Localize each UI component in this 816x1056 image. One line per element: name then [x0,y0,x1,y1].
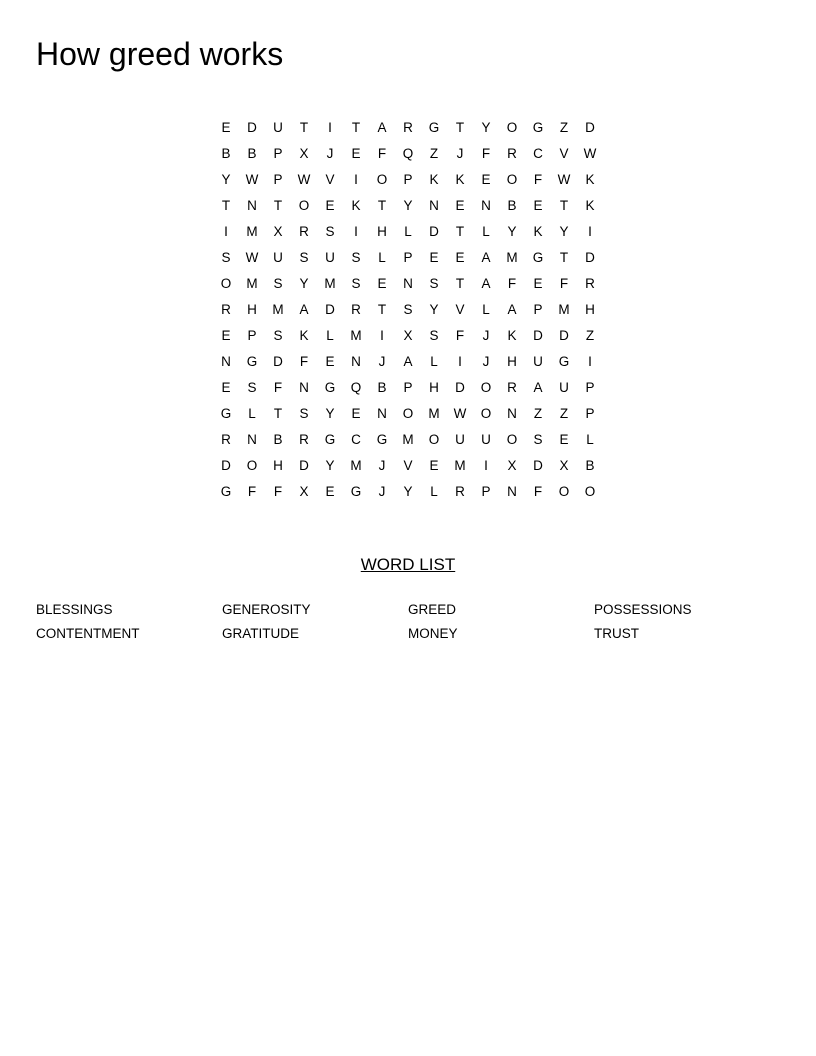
grid-letter: R [507,380,517,395]
grid-row [213,479,603,505]
grid-letter: T [559,250,569,265]
grid-letter: R [351,302,361,317]
grid-letter: T [221,198,231,213]
grid-row [213,193,603,219]
grid-letter: X [403,328,413,343]
grid-letter: M [558,302,570,317]
grid-letter: S [351,276,361,291]
grid-letter: K [585,198,595,213]
grid-letter: Y [429,302,439,317]
word-list-item: POSSESSIONS [594,602,692,617]
word-search-grid [213,115,603,505]
grid-letter: H [429,380,439,395]
word-list-item: BLESSINGS [36,602,113,617]
grid-letter: O [428,432,440,447]
grid-letter: H [585,302,595,317]
grid-letter: G [558,354,570,369]
grid-letter: L [482,224,490,239]
grid-letter: T [273,406,283,421]
grid-letter: B [377,380,387,395]
grid-letter: Z [559,120,569,135]
grid-letter: Z [585,328,595,343]
word-list-item: CONTENTMENT [36,626,140,641]
grid-letter: B [507,198,517,213]
grid-letter: R [221,432,231,447]
grid-letter: P [273,146,283,161]
grid-letter: K [455,172,465,187]
grid-letter: D [585,120,595,135]
grid-letter: E [455,198,465,213]
grid-letter: D [247,120,257,135]
grid-letter: E [481,172,491,187]
grid-letter: U [559,380,569,395]
grid-letter: S [273,276,283,291]
grid-letter: K [585,172,595,187]
grid-letter: A [403,354,413,369]
grid-letter: T [377,198,387,213]
grid-letter: V [325,172,335,187]
grid-letter: I [588,224,592,239]
grid-letter: U [455,432,465,447]
grid-letter: A [299,302,309,317]
grid-letter: X [299,484,309,499]
grid-row [213,271,603,297]
grid-letter: I [354,224,358,239]
grid-letter: J [378,484,386,499]
grid-letter: I [224,224,228,239]
grid-letter: K [429,172,439,187]
grid-letter: O [376,172,388,187]
grid-letter: O [584,484,596,499]
word-list [36,600,780,648]
grid-letter: H [507,354,517,369]
grid-letter: S [221,250,231,265]
grid-row [213,453,603,479]
grid-letter: F [273,484,283,499]
grid-letter: O [402,406,414,421]
word-list-item: TRUST [594,626,639,641]
grid-letter: A [533,380,543,395]
grid-letter: G [532,250,544,265]
grid-letter: R [507,146,517,161]
grid-letter: N [247,432,257,447]
grid-letter: I [380,328,384,343]
grid-letter: S [403,302,413,317]
grid-letter: L [430,354,438,369]
grid-letter: E [559,432,569,447]
grid-letter: D [585,250,595,265]
grid-letter: I [458,354,462,369]
grid-letter: O [506,120,518,135]
grid-letter: T [455,224,465,239]
grid-letter: C [351,432,361,447]
grid-letter: T [299,120,309,135]
grid-letter: D [559,328,569,343]
grid-letter: D [455,380,465,395]
grid-letter: E [455,250,465,265]
grid-letter: E [325,354,335,369]
grid-letter: O [246,458,258,473]
grid-letter: O [480,406,492,421]
word-list-item: GRATITUDE [222,626,299,641]
grid-letter: D [533,328,543,343]
grid-letter: D [299,458,309,473]
grid-letter: B [247,146,257,161]
grid-letter: Y [325,406,335,421]
grid-letter: S [429,328,439,343]
grid-letter: P [585,380,595,395]
grid-letter: X [273,224,283,239]
grid-letter: R [403,120,413,135]
grid-letter: R [299,224,309,239]
grid-letter: I [354,172,358,187]
grid-letter: Q [402,146,414,161]
grid-letter: E [351,406,361,421]
grid-letter: V [455,302,465,317]
grid-letter: U [533,354,543,369]
grid-row [213,141,603,167]
grid-letter: M [246,224,258,239]
grid-letter: V [559,146,569,161]
grid-letter: E [325,198,335,213]
grid-letter: T [377,302,387,317]
grid-letter: Z [533,406,543,421]
grid-letter: R [455,484,465,499]
grid-row [213,245,603,271]
grid-letter: Z [559,406,569,421]
grid-letter: F [247,484,257,499]
grid-letter: S [247,380,257,395]
grid-letter: A [481,276,491,291]
grid-letter: F [533,172,543,187]
grid-letter: U [481,432,491,447]
grid-row [213,349,603,375]
grid-letter: P [533,302,543,317]
grid-letter: E [351,146,361,161]
grid-letter: O [506,172,518,187]
grid-letter: X [299,146,309,161]
word-list-item: GREED [408,602,457,617]
grid-letter: O [558,484,570,499]
page-title: How greed works [36,36,284,72]
grid-letter: G [428,120,440,135]
grid-letter: L [378,250,386,265]
word-list-item: GENEROSITY [222,602,311,617]
grid-letter: L [404,224,412,239]
grid-letter: N [429,198,439,213]
grid-letter: S [533,432,543,447]
grid-letter: W [583,146,597,161]
grid-letter: W [245,250,259,265]
grid-letter: L [586,432,594,447]
grid-letter: P [273,172,283,187]
grid-row [213,219,603,245]
grid-letter: H [273,458,283,473]
grid-letter: Q [350,380,362,395]
grid-letter: J [326,146,334,161]
grid-letter: T [455,276,465,291]
grid-letter: N [351,354,361,369]
grid-letter: N [507,484,517,499]
grid-letter: X [507,458,517,473]
grid-letter: T [455,120,465,135]
grid-letter: S [429,276,439,291]
grid-letter: M [272,302,284,317]
grid-letter: O [506,432,518,447]
grid-letter: G [324,432,336,447]
grid-letter: D [533,458,543,473]
grid-letter: E [533,198,543,213]
grid-letter: N [507,406,517,421]
grid-letter: H [247,302,257,317]
grid-letter: D [273,354,283,369]
grid-letter: R [221,302,231,317]
grid-letter: F [559,276,569,291]
grid-letter: E [221,328,231,343]
grid-letter: L [326,328,334,343]
grid-letter: Y [325,458,335,473]
grid-letter: N [403,276,413,291]
grid-row [213,401,603,427]
grid-letter: O [220,276,232,291]
grid-letter: P [247,328,257,343]
grid-letter: G [350,484,362,499]
grid-letter: Y [221,172,231,187]
grid-letter: E [429,250,439,265]
word-list-item: MONEY [408,626,458,641]
grid-letter: M [428,406,440,421]
grid-letter: E [429,458,439,473]
grid-letter: G [532,120,544,135]
grid-letter: W [245,172,259,187]
grid-letter: T [559,198,569,213]
grid-letter: Y [559,224,569,239]
grid-letter: A [377,120,387,135]
grid-letter: P [403,172,413,187]
grid-letter: J [378,458,386,473]
grid-letter: E [221,380,231,395]
grid-letter: W [297,172,311,187]
grid-letter: Y [403,484,413,499]
grid-letter: F [507,276,517,291]
grid-letter: D [325,302,335,317]
grid-letter: N [299,380,309,395]
grid-letter: I [328,120,332,135]
grid-letter: U [325,250,335,265]
grid-letter: U [273,120,283,135]
grid-row [213,297,603,323]
word-list-heading: WORD LIST [360,555,456,574]
grid-letter: P [403,250,413,265]
grid-letter: E [377,276,387,291]
grid-letter: O [480,380,492,395]
grid-row [213,167,603,193]
grid-letter: M [454,458,466,473]
grid-letter: Z [429,146,439,161]
grid-letter: C [533,146,543,161]
grid-letter: N [221,354,231,369]
grid-letter: B [273,432,283,447]
grid-letter: W [453,406,467,421]
grid-letter: M [350,458,362,473]
grid-letter: Y [481,120,491,135]
grid-letter: K [299,328,309,343]
grid-row [213,375,603,401]
grid-letter: B [221,146,231,161]
grid-letter: N [481,198,491,213]
grid-letter: E [221,120,231,135]
grid-letter: H [377,224,387,239]
grid-letter: D [221,458,231,473]
grid-letter: E [325,484,335,499]
grid-letter: F [273,380,283,395]
grid-letter: G [220,484,232,499]
grid-letter: P [481,484,491,499]
grid-letter: A [507,302,517,317]
grid-letter: M [324,276,336,291]
grid-letter: F [299,354,309,369]
grid-letter: J [456,146,464,161]
grid-letter: Y [299,276,309,291]
grid-letter: K [507,328,517,343]
grid-letter: J [482,354,490,369]
grid-letter: K [351,198,361,213]
grid-letter: Y [507,224,517,239]
grid-letter: W [557,172,571,187]
grid-letter: M [506,250,518,265]
grid-letter: T [273,198,283,213]
grid-letter: F [533,484,543,499]
grid-letter: S [351,250,361,265]
grid-letter: N [247,198,257,213]
grid-letter: A [481,250,491,265]
grid-letter: G [324,380,336,395]
grid-letter: L [482,302,490,317]
grid-letter: J [378,354,386,369]
grid-letter: P [403,380,413,395]
grid-letter: M [402,432,414,447]
grid-letter: X [559,458,569,473]
grid-letter: F [481,146,491,161]
grid-letter: S [325,224,335,239]
grid-letter: S [273,328,283,343]
grid-letter: I [588,354,592,369]
grid-letter: U [273,250,283,265]
grid-letter: G [246,354,258,369]
grid-letter: S [299,406,309,421]
grid-row [213,323,603,349]
grid-letter: K [533,224,543,239]
grid-letter: R [585,276,595,291]
grid-letter: N [377,406,387,421]
grid-letter: F [455,328,465,343]
grid-letter: G [376,432,388,447]
grid-letter: R [299,432,309,447]
grid-letter: J [482,328,490,343]
grid-letter: L [248,406,256,421]
grid-letter: G [220,406,232,421]
grid-row [213,115,603,141]
grid-letter: M [246,276,258,291]
grid-letter: S [299,250,309,265]
grid-letter: P [585,406,595,421]
grid-letter: V [403,458,413,473]
grid-row [213,427,603,453]
grid-letter: Y [403,198,413,213]
grid-letter: M [350,328,362,343]
grid-letter: I [484,458,488,473]
grid-letter: O [298,198,310,213]
grid-letter: E [533,276,543,291]
grid-letter: F [377,146,387,161]
grid-letter: D [429,224,439,239]
grid-letter: T [351,120,361,135]
grid-letter: B [585,458,595,473]
grid-letter: L [430,484,438,499]
